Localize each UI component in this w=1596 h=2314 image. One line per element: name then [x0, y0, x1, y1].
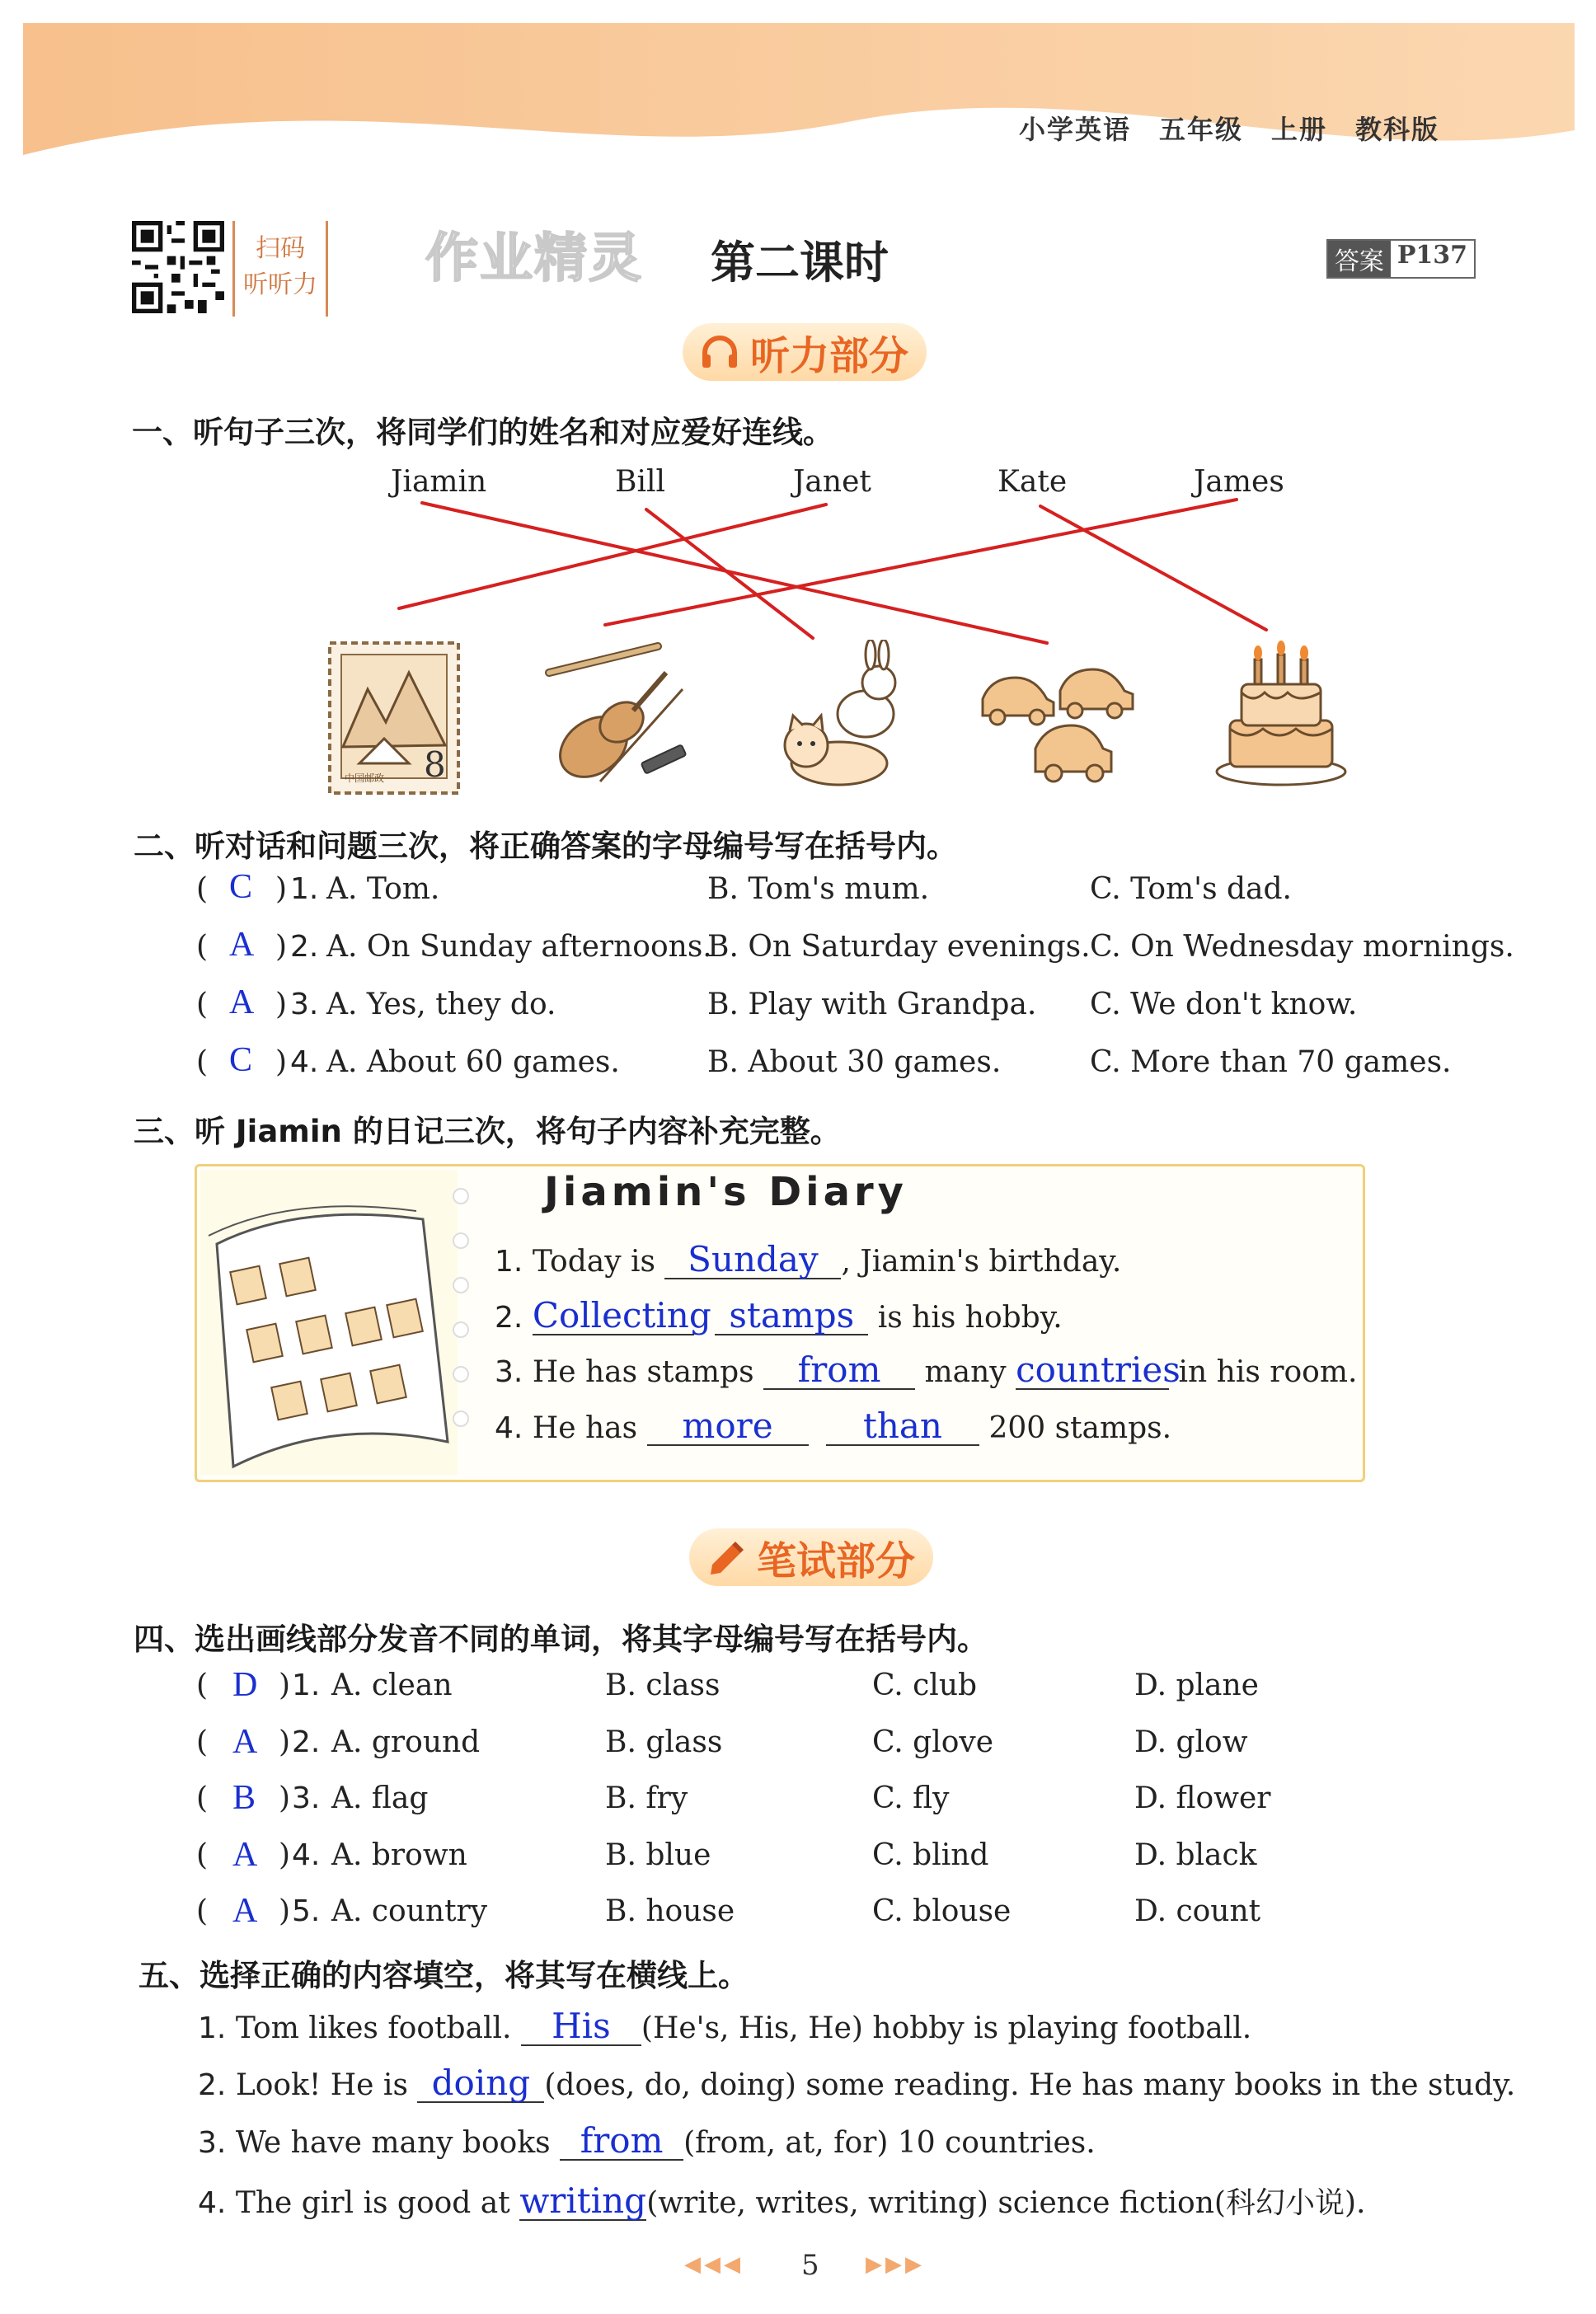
writing-section-banner — [689, 1528, 933, 1586]
q4-word-2c: C. glove — [872, 1725, 994, 1759]
diary-num-3: 3. — [495, 1355, 523, 1389]
diary-num-4: 4. — [495, 1411, 523, 1445]
q2-option-2c: C. On Wednesday mornings. — [1090, 930, 1514, 964]
q5-item-4 — [198, 2180, 1365, 2222]
q4-num-2: 2. — [292, 1725, 321, 1759]
scan-label-line1: 扫码 — [256, 234, 305, 263]
q5-num-3: 3. — [198, 2126, 227, 2160]
q2-option-3a: A. Yes, they do. — [326, 988, 556, 1021]
q4-word-5d: D. count — [1134, 1894, 1261, 1928]
q4-word-3d: D. flower — [1134, 1781, 1271, 1815]
q2-answer-1: C — [229, 868, 253, 906]
q4-word-5c: C. blouse — [872, 1894, 1012, 1928]
q2-option-1a: A. Tom. — [326, 872, 440, 906]
next-page-arrows-icon[interactable]: ▶▶▶ — [866, 2252, 925, 2277]
q5-item-2 — [198, 2065, 1515, 2103]
q3-heading: 三、听 Jiamin 的日记三次，将句子内容补充完整。 — [134, 1114, 841, 1149]
diary-blank-3a: from — [763, 1352, 915, 1390]
scan-label-line2: 听听力 — [243, 270, 317, 299]
q5-text-2b: (does, do, doing) some reading. He has many books in the study. — [544, 2068, 1516, 2102]
birthday-cake-icon — [1212, 635, 1350, 788]
q5-text-1a: Tom likes football. — [235, 2011, 512, 2045]
q2-num-2: 2. — [290, 930, 319, 964]
diary-line-3 — [495, 1349, 1358, 1390]
q4-word-1c: C. club — [872, 1669, 978, 1702]
q4-num-1: 1. — [292, 1669, 321, 1702]
q4-word-1a: A. clean — [331, 1669, 453, 1702]
q5-text-3b: (from, at, for) 10 countries. — [683, 2126, 1096, 2160]
q2-num-4: 4. — [290, 1045, 319, 1079]
q4-word-3b: B. fry — [605, 1781, 688, 1815]
q2-answer-2: A — [229, 926, 255, 964]
stamp-album-icon — [200, 1170, 458, 1475]
q2-option-2b: B. On Saturday evenings. — [707, 930, 1091, 964]
q2-option-4a: A. About 60 games. — [326, 1045, 620, 1079]
q5-text-4a: The girl is good at — [235, 2186, 510, 2220]
diary-blank-4b: than — [826, 1408, 979, 1446]
diary-text-4b: 200 stamps. — [988, 1411, 1172, 1445]
q2-option-1b: B. Tom's mum. — [707, 872, 930, 906]
q4-answer-3: B — [232, 1779, 256, 1817]
q4-answer-5: A — [232, 1892, 258, 1930]
diary-num-2: 2. — [495, 1301, 523, 1335]
q2-option-3c: C. We don't know. — [1090, 988, 1358, 1021]
listening-section-title: 听力部分 — [749, 332, 908, 379]
prev-page-arrows-icon[interactable]: ◀◀◀ — [684, 2252, 744, 2277]
q4-num-4: 4. — [292, 1838, 321, 1872]
q2-answer-3: A — [229, 983, 255, 1021]
q5-text-3a: We have many books — [235, 2126, 551, 2160]
q4-word-5b: B. house — [605, 1894, 735, 1928]
diary-binding — [449, 1183, 472, 1463]
q5-num-4: 4. — [198, 2186, 227, 2220]
q4-word-3a: A. flag — [331, 1781, 429, 1815]
q5-text-2a: Look! He is — [235, 2068, 408, 2102]
q5-blank-3: from — [560, 2123, 683, 2161]
q2-option-3b: B. Play with Grandpa. — [707, 988, 1037, 1021]
q4-word-2b: B. glass — [605, 1725, 723, 1759]
diary-text-2: is his hobby. — [877, 1301, 1063, 1335]
q5-num-1: 1. — [198, 2011, 227, 2045]
q2-num-3: 3. — [290, 988, 319, 1021]
q4-word-4c: C. blind — [872, 1838, 989, 1872]
name-james: James — [1194, 465, 1284, 499]
q2-option-4c: C. More than 70 games. — [1090, 1045, 1452, 1079]
diary-blank-2a: Collecting — [532, 1295, 711, 1335]
name-janet: Janet — [793, 465, 871, 499]
q2-option-2a: A. On Sunday afternoons. — [326, 930, 712, 964]
q5-heading: 五、选择正确的内容填空，将其写在横线上。 — [138, 1958, 749, 1993]
name-kate: Kate — [998, 465, 1068, 499]
q4-answer-4: A — [232, 1836, 258, 1874]
q5-item-1 — [198, 2008, 1251, 2046]
name-bill: Bill — [615, 465, 665, 499]
edition: 教科版 — [1354, 114, 1439, 145]
diary-blank-3b: countries — [1016, 1349, 1181, 1390]
q5-text-4b: (write, writes, writing) science fiction(科幻小说). — [646, 2186, 1366, 2220]
q4-word-3c: C. fly — [872, 1781, 950, 1815]
diary-blank-4a: more — [647, 1408, 809, 1446]
q4-answer-1: D — [232, 1666, 258, 1704]
instruments-icon — [542, 640, 691, 786]
pets-icon — [773, 640, 912, 793]
diary-title: Jiamin's Diary — [544, 1169, 908, 1215]
q2-option-4b: B. About 30 games. — [707, 1045, 1002, 1079]
answer-key-page: P137 — [1396, 241, 1467, 270]
q4-word-4b: B. blue — [605, 1838, 711, 1872]
match-line-kate — [1040, 506, 1266, 630]
diary-num-1: 1. — [495, 1245, 523, 1279]
q2-num-1: 1. — [290, 872, 319, 906]
q4-word-1b: B. class — [605, 1669, 721, 1702]
q5-blank-4: writing — [519, 2180, 647, 2221]
q2-heading: 二、听对话和问题三次，将正确答案的字母编号写在括号内。 — [134, 828, 957, 864]
diary-text-1b: , Jiamin's birthday. — [841, 1245, 1122, 1279]
q2-answer-4: C — [229, 1041, 253, 1079]
diary-blank-1: Sunday — [664, 1241, 841, 1279]
diary-line-1 — [495, 1241, 1121, 1279]
stamp-text: 中国邮政 — [345, 772, 385, 784]
q4-word-2a: A. ground — [331, 1725, 481, 1759]
diary-blank-2b: stamps — [715, 1298, 868, 1335]
match-line-jiamin — [422, 503, 1047, 643]
q4-num-3: 3. — [292, 1781, 321, 1815]
q2-option-1c: C. Tom's dad. — [1090, 872, 1292, 906]
q5-blank-1: His — [521, 2008, 641, 2046]
q5-blank-2: doing — [417, 2065, 544, 2103]
volume: 上册 — [1270, 114, 1327, 145]
toy-cars-icon — [978, 666, 1139, 790]
svg-text:8: 8 — [424, 744, 446, 785]
page-number: 5 — [801, 2249, 819, 2282]
q4-word-1d: D. plane — [1134, 1669, 1259, 1702]
diary-text-3b: many — [924, 1355, 1007, 1389]
q4-heading: 四、选出画线部分发音不同的单词，将其字母编号写在括号内。 — [134, 1622, 988, 1657]
diary-line-2 — [495, 1295, 1063, 1335]
diary-text-4a: He has — [532, 1411, 638, 1445]
q5-num-2: 2. — [198, 2068, 227, 2102]
q1-heading: 一、听句子三次，将同学们的姓名和对应爱好连线。 — [132, 415, 833, 450]
grade: 五年级 — [1158, 114, 1243, 145]
writing-section-title: 笔试部分 — [756, 1537, 915, 1584]
stamp-icon — [326, 640, 462, 796]
q4-num-5: 5. — [292, 1894, 321, 1928]
q4-word-4a: A. brown — [331, 1838, 467, 1872]
q4-word-2d: D. glow — [1134, 1725, 1248, 1759]
lesson-title: 第二课时 — [711, 237, 889, 289]
diary-text-1a: Today is — [532, 1245, 655, 1279]
subject: 小学英语 — [1018, 114, 1131, 145]
diary-line-4 — [495, 1408, 1171, 1446]
diary-text-3c: in his room. — [1178, 1355, 1358, 1389]
q4-answer-2: A — [232, 1723, 258, 1761]
matching-lines — [0, 0, 1596, 659]
name-jiamin: Jiamin — [391, 465, 487, 499]
watermark: 作业精灵 — [425, 228, 643, 289]
q5-item-3 — [198, 2120, 1096, 2161]
q4-word-5a: A. country — [331, 1894, 488, 1928]
q4-word-4d: D. black — [1134, 1838, 1257, 1872]
q5-text-1b: (He's, His, He) hobby is playing football. — [641, 2011, 1252, 2045]
diary-text-3a: He has stamps — [532, 1355, 754, 1389]
answer-key-label: 答案 — [1328, 241, 1391, 277]
pencil-icon — [707, 1538, 745, 1576]
